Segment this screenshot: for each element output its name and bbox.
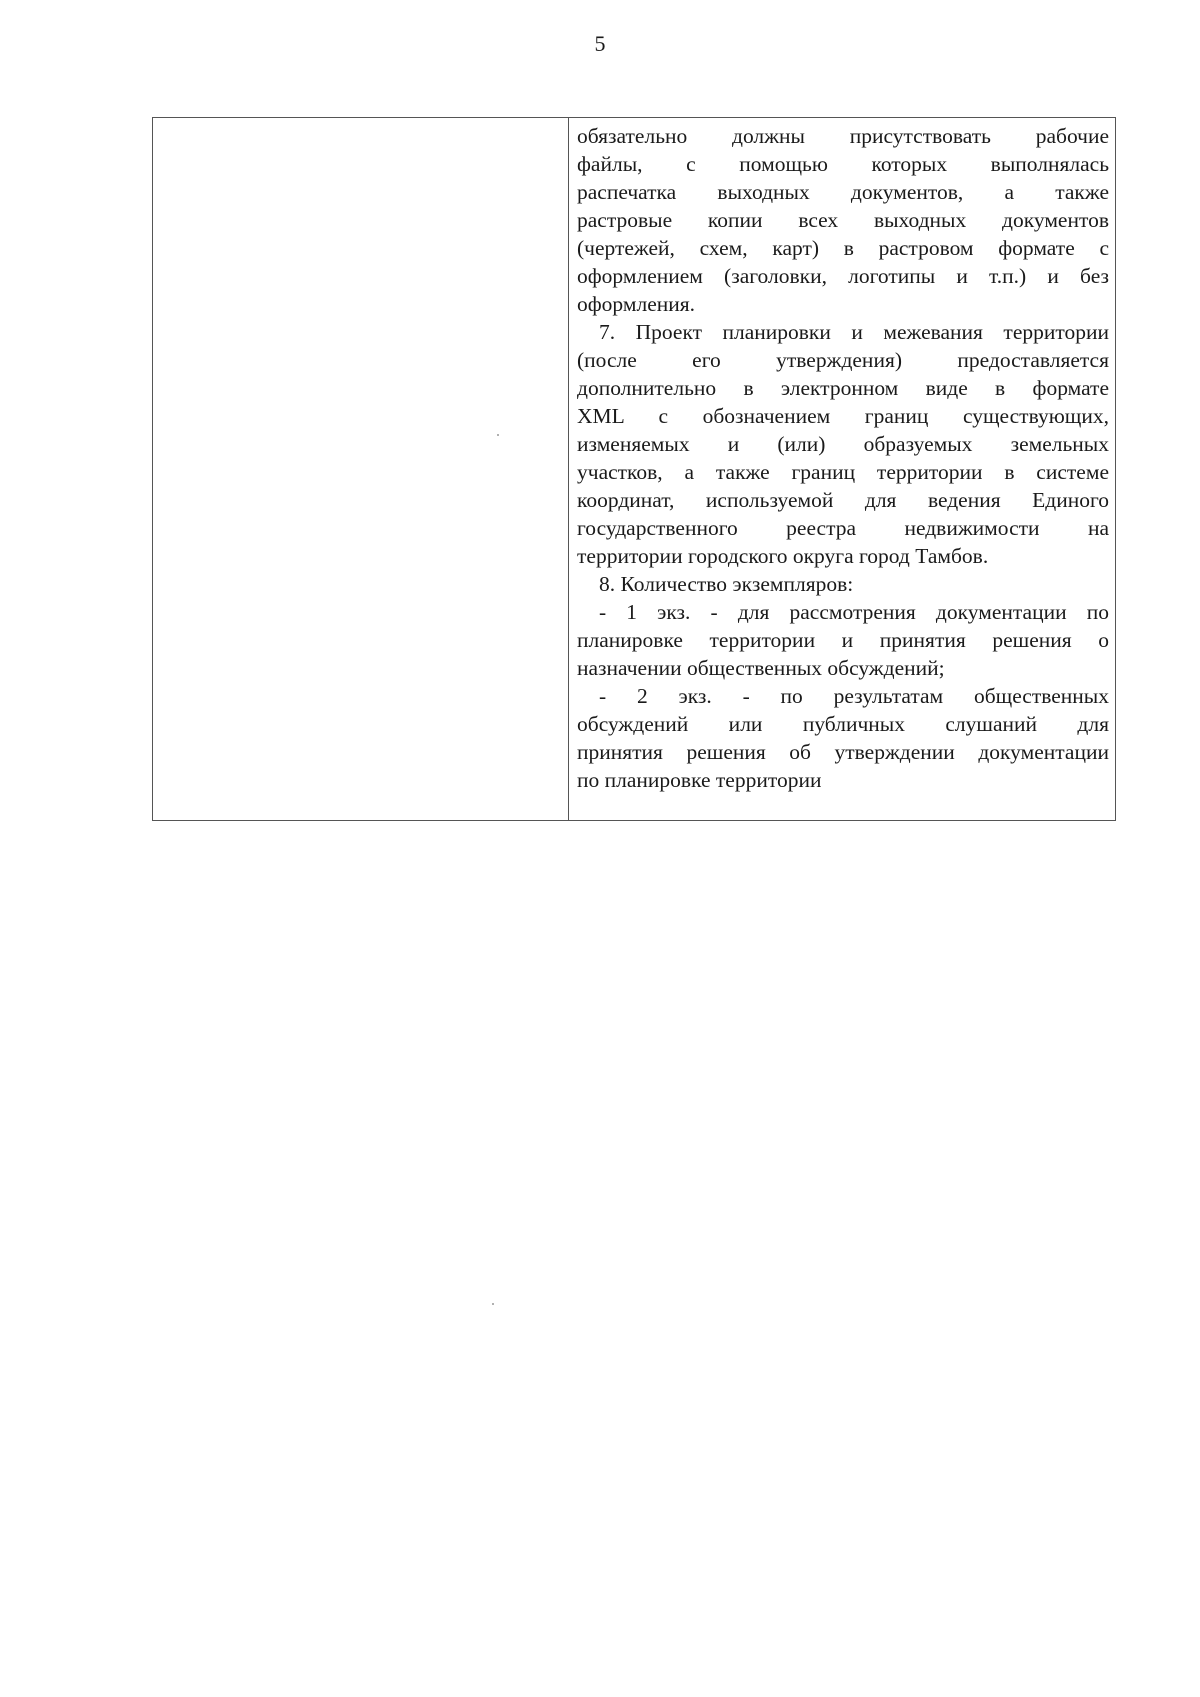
- text-line: растровые копии всех выходных документов: [577, 208, 1109, 232]
- text-line: планировке территории и принятия решения о: [577, 628, 1109, 652]
- scan-speck: [497, 434, 499, 436]
- document-table: [152, 117, 1116, 821]
- page-number: 5: [594, 31, 606, 56]
- text-line: координат, используемой для ведения Единого: [577, 488, 1109, 512]
- text-line: по планировке территории: [577, 768, 822, 792]
- text-line: файлы, с помощью которых выполнялась: [577, 152, 1109, 176]
- text-line: распечатка выходных документов, а также: [577, 180, 1109, 204]
- text-line: оформления.: [577, 292, 696, 316]
- text-line: - 2 экз. - по результатам общественных: [599, 684, 1109, 708]
- text-line: (после его утверждения) предоставляется: [577, 348, 1109, 372]
- text-line: (чертежей, схем, карт) в растровом формате с: [577, 236, 1109, 260]
- table-right-cell: [569, 118, 1115, 820]
- text-line: территории городского округа город Тамбов.: [577, 544, 989, 568]
- text-line: государственного реестра недвижимости на: [577, 516, 1109, 540]
- table-left-cell: [153, 118, 569, 820]
- text-line: дополнительно в электронном виде в формате: [577, 376, 1109, 400]
- text-line: назначении общественных обсуждений;: [577, 656, 945, 680]
- text-line: обязательно должны присутствовать рабочие: [577, 124, 1109, 148]
- text-line: изменяемых и (или) образуемых земельных: [577, 432, 1109, 456]
- text-line: 7. Проект планировки и межевания территории: [599, 320, 1109, 344]
- text-line: XML с обозначением границ существующих,: [577, 404, 1109, 428]
- text-line: обсуждений или публичных слушаний для: [577, 712, 1109, 736]
- scan-speck: [492, 1303, 494, 1305]
- text-line: участков, а также границ территории в системе: [577, 460, 1109, 484]
- text-line: оформлением (заголовки, логотипы и т.п.) и без: [577, 264, 1109, 288]
- text-line: принятия решения об утверждении документации: [577, 740, 1109, 764]
- text-line: - 1 экз. - для рассмотрения документации по: [599, 600, 1109, 624]
- text-line: 8. Количество экземпляров:: [599, 572, 854, 596]
